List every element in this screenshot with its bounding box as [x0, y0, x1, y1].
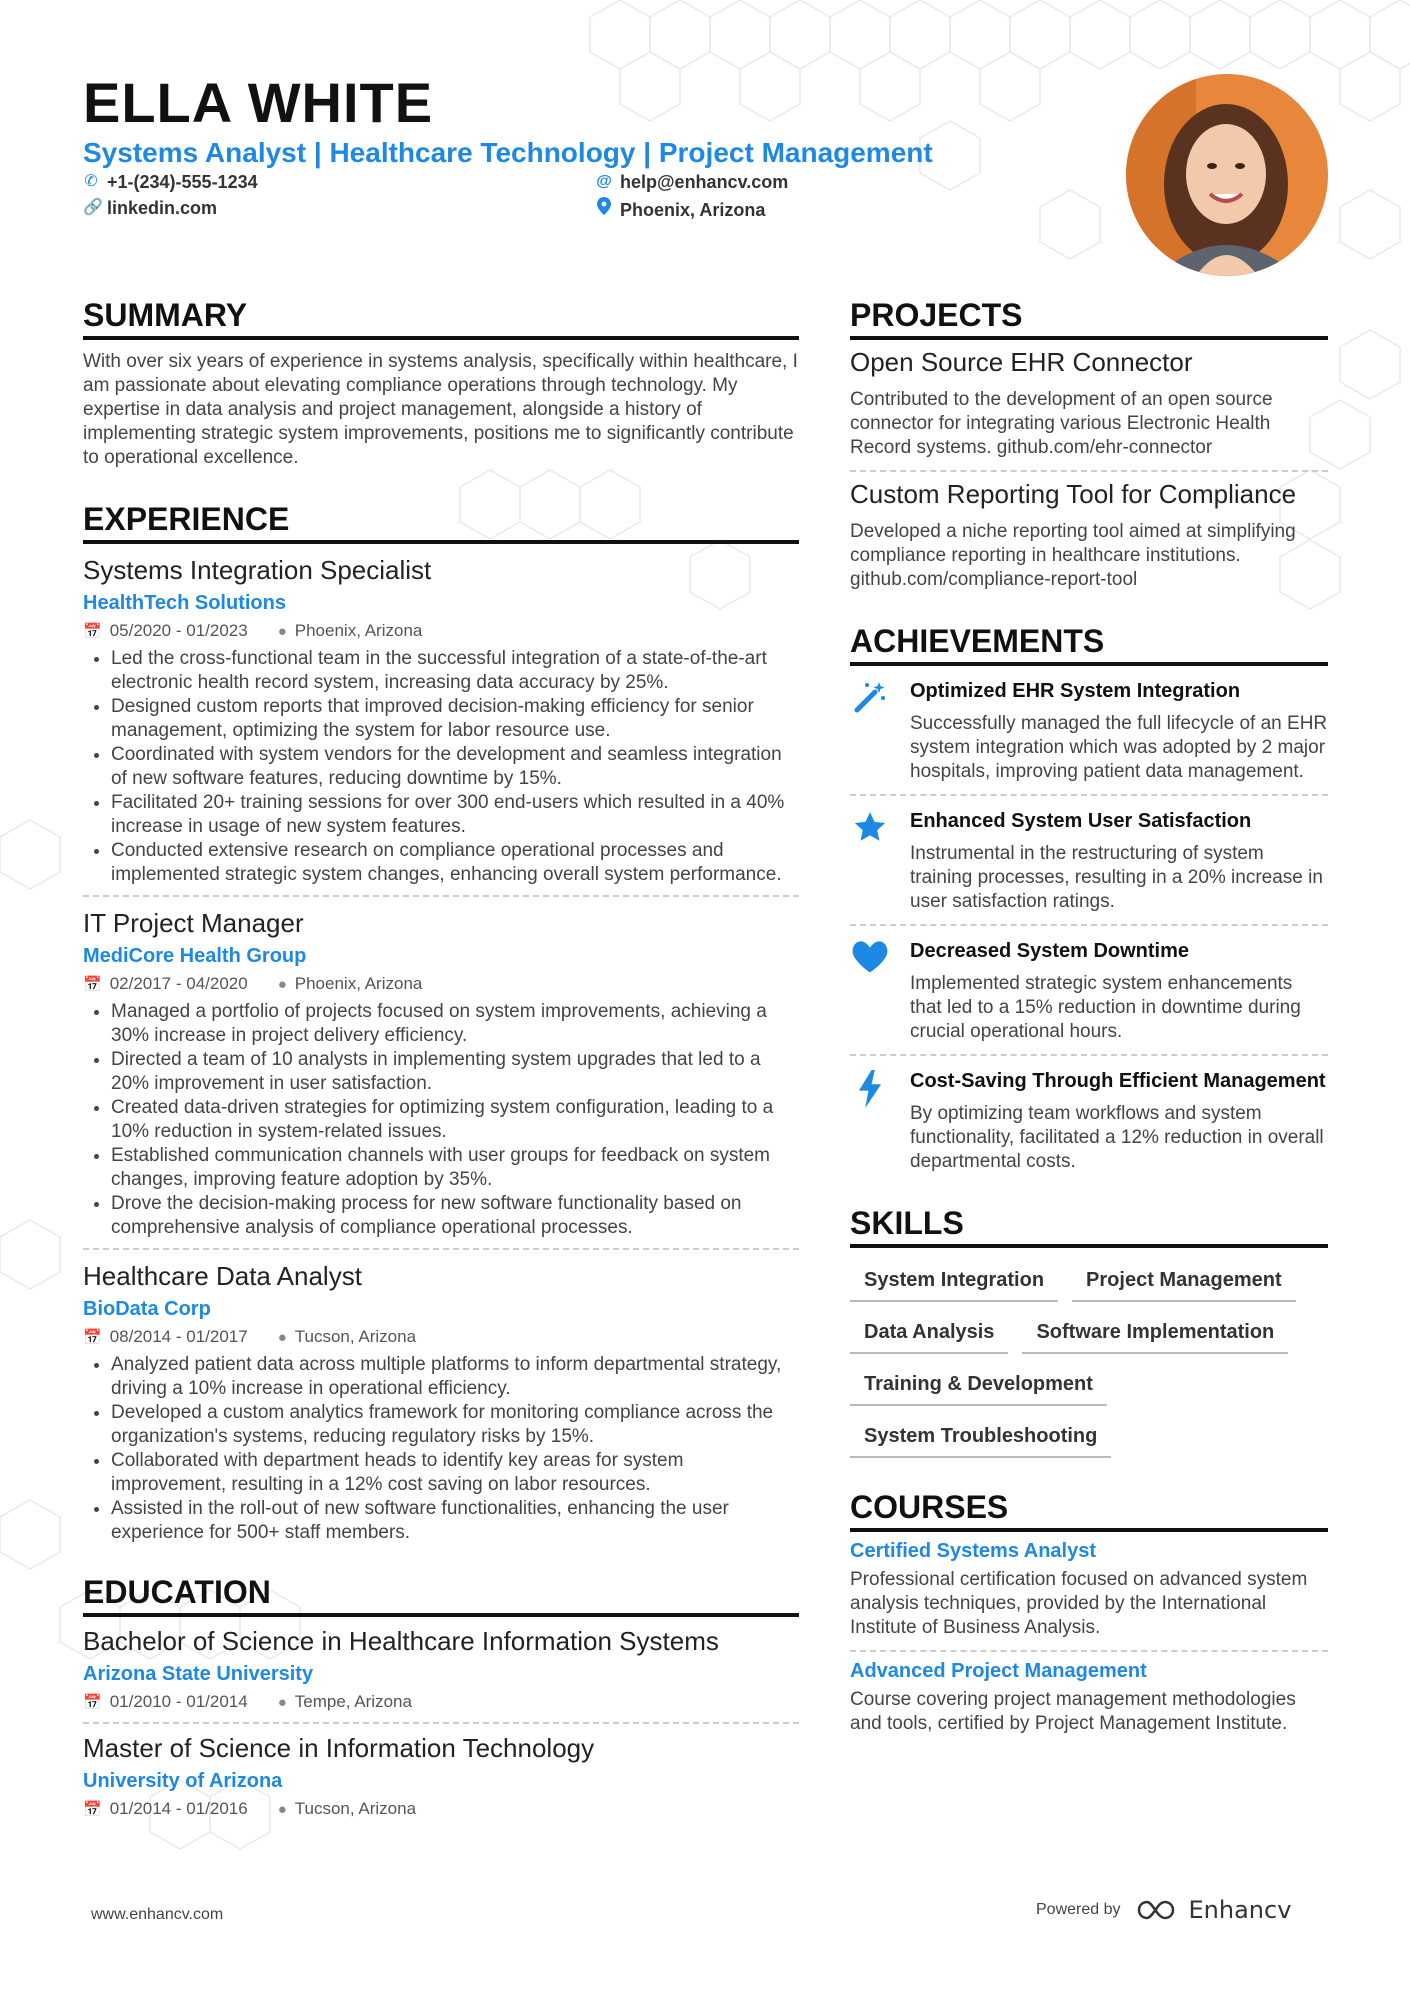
- education-dates: 01/2014 - 01/2016: [109, 1799, 248, 1818]
- skills-list: [850, 1262, 1328, 1458]
- course-title: Advanced Project Management: [850, 1660, 1147, 1682]
- lightning-icon: [850, 1068, 890, 1174]
- project-title: Custom Reporting Tool for Compliance: [850, 479, 1297, 509]
- job-bullets: [83, 647, 799, 887]
- education-entry: [83, 1617, 799, 1724]
- achievement-title: Enhanced System User Satisfaction: [910, 810, 1252, 832]
- phone-text: +1-(234)-555-1234: [107, 172, 258, 192]
- heart-icon: [850, 938, 890, 1044]
- achievement-title: Optimized EHR System Integration: [910, 680, 1241, 702]
- education-meta: [83, 1691, 799, 1714]
- course-entry: [850, 1532, 1328, 1652]
- contact-linkedin[interactable]: [83, 197, 217, 219]
- calendar-icon: 📅: [83, 976, 102, 993]
- education-meta: [83, 1798, 799, 1821]
- achievements-heading: ACHIEVEMENTS: [850, 622, 1328, 666]
- job-location: Phoenix, Arizona: [294, 974, 423, 993]
- skill-tag: System Integration: [850, 1262, 1058, 1302]
- infinity-logo-icon: [1135, 1898, 1181, 1922]
- achievement-description: Instrumental in the restructuring of system training processes, resulting in a 20% increase in user satisfaction ratings.: [910, 843, 1323, 912]
- magic-wand-icon: [850, 678, 890, 784]
- location-pin-icon: ●: [277, 623, 287, 640]
- job-bullet: • Collaborated with department heads to identify key areas for system improvement, resulting in a 12% cost saving on labor resources.: [111, 1449, 799, 1497]
- achievement-description: Successfully managed the full lifecycle of an EHR system integration which was adopted by 2 major hospitals, improving patient data management.: [910, 713, 1328, 782]
- job-dates: 02/2017 - 04/2020: [109, 974, 248, 993]
- company-name: BioData Corp: [83, 1298, 211, 1320]
- project-description: Contributed to the development of an open source connector for integrating various Electronic Health Record systems. github.com/ehr-connector: [850, 389, 1273, 458]
- job-bullet: • Assisted in the roll-out of new software functionalities, enhancing the user experience for 500+ staff members.: [111, 1497, 799, 1545]
- skill-tag: Data Analysis: [850, 1314, 1008, 1354]
- achievement-entry: [850, 666, 1328, 796]
- contact-location: [596, 197, 765, 222]
- link-icon: 🔗: [83, 199, 103, 216]
- skills-heading: SKILLS: [850, 1204, 1328, 1248]
- job-bullet: • Facilitated 20+ training sessions for over 300 end-users which resulted in a 40% increase in usage of new system features.: [111, 791, 799, 839]
- powered-by-label: Powered by: [1036, 1901, 1121, 1918]
- job-title: IT Project Manager: [83, 908, 304, 938]
- project-description: Developed a niche reporting tool aimed at simplifying compliance reporting in healthcare institutions. github.com/compliance-report-tool: [850, 521, 1296, 590]
- experience-heading: EXPERIENCE: [83, 500, 799, 544]
- brand-name: Enhancv: [1188, 1896, 1292, 1924]
- job-bullet: • Managed a portfolio of projects focused on system improvements, achieving a 30% increase in project delivery efficiency.: [111, 1000, 799, 1048]
- job-meta: [83, 620, 799, 643]
- at-icon: @: [596, 173, 612, 190]
- summary-text: With over six years of experience in systems analysis, specifically within healthcare, I am passionate about elevating compliance operations through technology. My expertise in data analysis and project management, alongside a history of implementing strategic system improvements, positions me to significantly contribute to operational excellence.: [83, 351, 798, 468]
- location-pin-icon: ●: [277, 1694, 287, 1711]
- location-pin-icon: ●: [277, 1329, 287, 1346]
- job-entry: [83, 1250, 799, 1553]
- skill-tag: Project Management: [1072, 1262, 1296, 1302]
- candidate-name: ELLA WHITE: [83, 71, 434, 134]
- job-bullets: [83, 1353, 799, 1545]
- job-bullet: • Led the cross-functional team in the successful integration of a state-of-the-art electronic health record system, increasing data accuracy by 25%.: [111, 647, 799, 695]
- right-column: [850, 296, 1328, 1764]
- school-name: University of Arizona: [83, 1770, 283, 1792]
- candidate-tagline: Systems Analyst | Healthcare Technology | Project Management: [83, 137, 933, 168]
- education-heading: EDUCATION: [83, 1573, 799, 1617]
- location-pin-icon: ●: [277, 976, 287, 993]
- skills-section: [850, 1204, 1328, 1458]
- job-dates: 05/2020 - 01/2023: [109, 621, 248, 640]
- education-section: [83, 1573, 799, 1829]
- achievement-entry: [850, 1056, 1328, 1184]
- phone-icon: ✆: [84, 173, 98, 190]
- achievement-description: Implemented strategic system enhancements that led to a 15% reduction in downtime during crucial operational hours.: [910, 973, 1301, 1042]
- enhancv-logo[interactable]: [1135, 1896, 1292, 1924]
- summary-heading: SUMMARY: [83, 296, 799, 340]
- location-pin-icon: [596, 197, 612, 222]
- course-description: Professional certification focused on advanced system analysis techniques, provided by the International Institute of Business Analysis.: [850, 1569, 1308, 1638]
- job-bullet: • Designed custom reports that improved decision-making efficiency for senior management, optimizing the system for labor resource use.: [111, 695, 799, 743]
- achievement-entry: [850, 926, 1328, 1056]
- job-location: Tucson, Arizona: [294, 1327, 417, 1346]
- education-dates: 01/2010 - 01/2014: [109, 1692, 248, 1711]
- achievement-title: Cost-Saving Through Efficient Management: [910, 1070, 1326, 1092]
- job-title: Systems Integration Specialist: [83, 555, 432, 585]
- job-entry: [83, 897, 799, 1250]
- contact-phone: [83, 171, 258, 193]
- projects-section: [850, 296, 1328, 602]
- education-location: Tucson, Arizona: [294, 1799, 417, 1818]
- skill-tag: Software Implementation: [1022, 1314, 1288, 1354]
- achievements-section: [850, 622, 1328, 1184]
- footer-website[interactable]: www.enhancv.com: [91, 1906, 224, 1923]
- experience-section: [83, 500, 799, 1553]
- job-bullet: • Created data-driven strategies for optimizing system configuration, leading to a 10% reduction in system-related issues.: [111, 1096, 799, 1144]
- email-text[interactable]: help@enhancv.com: [620, 172, 789, 192]
- left-column: [83, 296, 799, 1847]
- achievement-description: By optimizing team workflows and system functionality, facilitated a 12% reduction in overall departmental costs.: [910, 1103, 1324, 1172]
- job-meta: [83, 973, 799, 996]
- calendar-icon: 📅: [83, 1329, 102, 1346]
- degree-title: Master of Science in Information Technology: [83, 1733, 595, 1763]
- job-location: Phoenix, Arizona: [294, 621, 423, 640]
- course-title: Certified Systems Analyst: [850, 1540, 1097, 1562]
- job-bullet: • Analyzed patient data across multiple platforms to inform departmental strategy, driving a 10% increase in operational efficiency.: [111, 1353, 799, 1401]
- company-name: MediCore Health Group: [83, 945, 307, 967]
- calendar-icon: 📅: [83, 623, 102, 640]
- project-title: Open Source EHR Connector: [850, 347, 1193, 377]
- job-bullet: • Drove the decision-making process for new software functionality based on comprehensive analysis of compliance operational processes.: [111, 1192, 799, 1240]
- degree-title: Bachelor of Science in Healthcare Information Systems: [83, 1626, 719, 1656]
- job-bullet: • Coordinated with system vendors for the development and seamless integration of new software features, reducing downtime by 15%.: [111, 743, 799, 791]
- job-meta: [83, 1326, 799, 1349]
- projects-heading: PROJECTS: [850, 296, 1328, 340]
- summary-section: [83, 296, 799, 470]
- job-bullet: • Conducted extensive research on compliance operational processes and implemented strategic system changes, enhancing overall system performance.: [111, 839, 799, 887]
- job-entry: [83, 544, 799, 897]
- location-text: Phoenix, Arizona: [620, 199, 766, 220]
- contact-email[interactable]: [596, 171, 788, 193]
- course-description: Course covering project management methodologies and tools, certified by Project Management Institute.: [850, 1689, 1296, 1734]
- footer-branding: [1036, 1896, 1291, 1924]
- project-entry: [850, 472, 1328, 602]
- courses-heading: COURSES: [850, 1488, 1328, 1532]
- calendar-icon: 📅: [83, 1801, 102, 1818]
- achievement-title: Decreased System Downtime: [910, 940, 1190, 962]
- job-bullet: • Directed a team of 10 analysts in implementing system upgrades that led to a 20% improvement in user satisfaction.: [111, 1048, 799, 1096]
- location-pin-icon: ●: [277, 1801, 287, 1818]
- profile-photo: [1126, 74, 1328, 276]
- project-entry: [850, 340, 1328, 472]
- achievement-entry: [850, 796, 1328, 926]
- star-icon: [850, 808, 890, 914]
- course-entry: [850, 1652, 1328, 1746]
- school-name: Arizona State University: [83, 1663, 314, 1685]
- education-entry: [83, 1724, 799, 1829]
- company-name: HealthTech Solutions: [83, 592, 286, 614]
- skill-tag: Training & Development: [850, 1366, 1107, 1406]
- job-dates: 08/2014 - 01/2017: [109, 1327, 248, 1346]
- courses-section: [850, 1488, 1328, 1746]
- job-bullet: • Established communication channels with user groups for feedback on system changes, improving feature adoption by 35%.: [111, 1144, 799, 1192]
- calendar-icon: 📅: [83, 1694, 102, 1711]
- linkedin-text[interactable]: linkedin.com: [107, 198, 218, 218]
- job-title: Healthcare Data Analyst: [83, 1261, 362, 1291]
- education-location: Tempe, Arizona: [294, 1692, 412, 1711]
- job-bullet: • Developed a custom analytics framework for monitoring compliance across the organization's systems, reducing regulatory risks by 15%.: [111, 1401, 799, 1449]
- skill-tag: System Troubleshooting: [850, 1418, 1111, 1458]
- job-bullets: [83, 1000, 799, 1240]
